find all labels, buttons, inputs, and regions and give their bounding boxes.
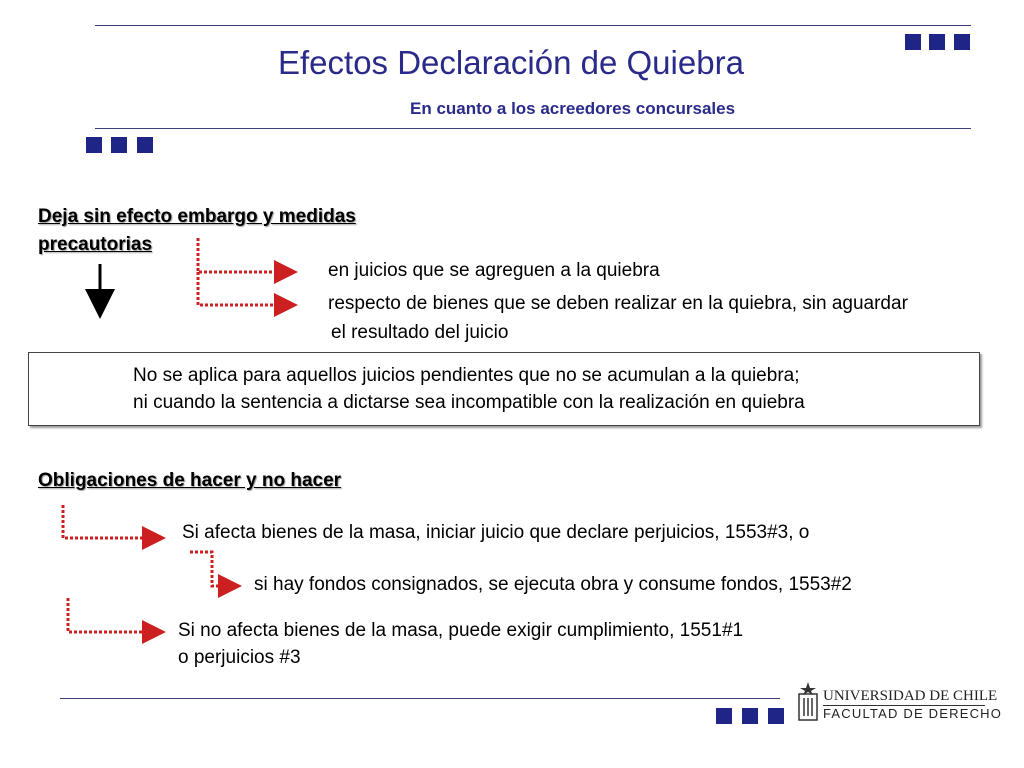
slide-subtitle: En cuanto a los acreedores concursales	[410, 99, 736, 118]
section2-heading: Obligaciones de hacer y no hacer	[38, 470, 342, 491]
section2-item-2-line2: o perjuicios #3	[178, 647, 301, 668]
exception-note-line2: ni cuando la sentencia a dictarse sea incompatible con la realización en quiebra	[133, 392, 805, 413]
dotted-arrow-icon	[198, 272, 292, 305]
dotted-arrow-icon	[68, 598, 160, 632]
section1-item-2: respecto de bienes que se deben realizar en la quiebra, sin aguardar	[328, 293, 908, 314]
faculty-name: FACULTAD DE DERECHO	[823, 706, 1003, 721]
exception-note-box	[28, 352, 980, 426]
slide-title: Efectos Declaración de Quiebra	[278, 44, 744, 81]
section1-heading-line1: Deja sin efecto embargo y medidas	[38, 206, 356, 227]
section1-item-2-cont: el resultado del juicio	[331, 322, 509, 343]
section2-item-1: Si afecta bienes de la masa, iniciar juicio que declare perjuicios, 1553#3, o	[182, 522, 810, 543]
university-logo	[796, 680, 1003, 724]
section2-item-2-line1: Si no afecta bienes de la masa, puede exigir cumplimiento, 1551#1	[178, 620, 744, 641]
section1-heading-line2: precautorias	[38, 234, 153, 255]
university-seal-icon	[796, 680, 820, 724]
section1-item-1: en juicios que se agreguen a la quiebra	[328, 260, 660, 281]
dotted-arrow-icon	[190, 552, 236, 586]
section1-heading	[38, 203, 356, 259]
section2-item-1-sub: si hay fondos consignados, se ejecuta obra y consume fondos, 1553#2	[254, 574, 852, 595]
exception-note-line1: No se aplica para aquellos juicios pendientes que no se acumulan a la quiebra;	[133, 365, 800, 386]
university-name: UNIVERSIDAD DE CHILE	[823, 688, 998, 704]
dotted-arrow-icon	[63, 505, 160, 538]
